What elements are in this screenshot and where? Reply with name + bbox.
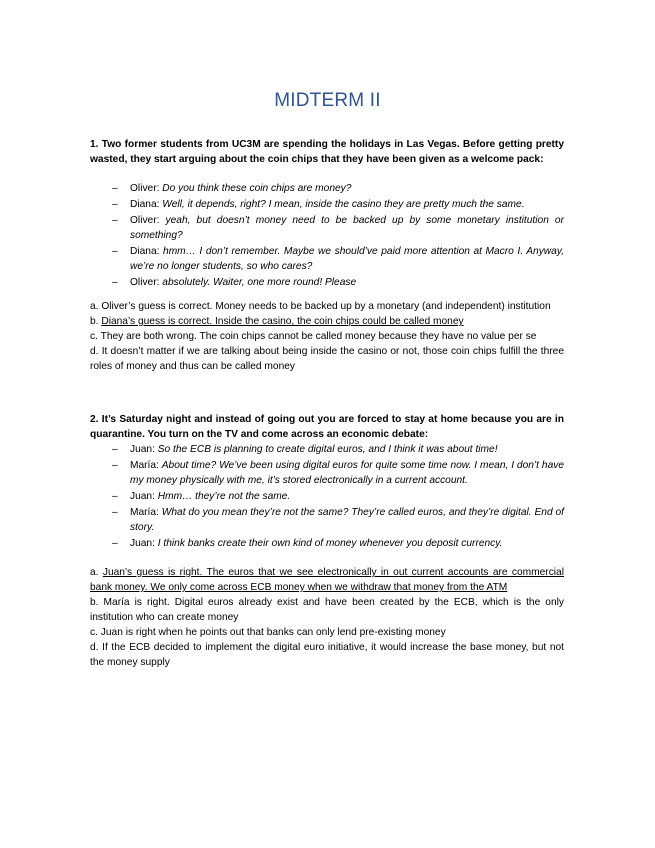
option-prefix: b. [90,597,99,608]
option-prefix: a. [90,301,99,312]
dialogue-line: – Diana: hmm… I don’t remember. Maybe we should’ve paid more attention at Macro I. Anyway, we’re no longer students, so who cares? [112,246,564,272]
speaker: Juan: [130,444,155,455]
answer-options [90,565,564,670]
dialogue-text: So the ECB is planning to create digital euros, and I think it was about time! [157,444,498,455]
option-prefix: d. [90,346,99,357]
dialogue-line: – María: What do you mean they’re not the same? They’re called euros, and they’re digital. End of story. [112,507,564,533]
question-number: 1. [90,139,99,150]
question-text: It’s Saturday night and instead of going out you are forced to stay at home because you are in quarantine. You turn on the TV and come across an economic debate: [90,414,564,440]
option-text: Oliver’s guess is correct. Money needs to be backed up by a monetary (and independent) institution [101,301,551,312]
dialogue-line: – Juan: I think banks create their own kind of money whenever you deposit currency. [112,538,503,549]
question-1 [90,137,564,374]
speaker: María: [130,460,159,471]
option-text: Juan is right when he points out that banks can only lend pre-existing money [100,627,446,638]
dialogue-text: Do you think these coin chips are money? [162,183,352,194]
speaker: Oliver: [130,277,160,288]
question-prompt [90,412,564,442]
speaker: Diana: [130,246,160,257]
option-text: It doesn’t matter if we are talking about being inside the casino or not, those coin chips fulfill the three roles of money and thus can be called money [90,346,564,372]
option-text: Diana’s guess is correct. Inside the casino, the coin chips could be called money [101,316,464,327]
speaker: Juan: [130,491,155,502]
option-d [90,344,564,374]
dialogue-line: – Oliver: Do you think these coin chips are money? [112,183,352,194]
question-text: Two former students from UC3M are spending the holidays in Las Vegas. Before getting pretty wasted, they start arguing about the coin chips that they have been given as a welcome pack: [90,139,564,165]
dialogue-text: About time? We’ve been using digital euros for quite some time now. I mean, I don’t have my money physically with me, it’s stored electronically in a current account. [130,460,564,486]
dialogue-list [90,442,564,551]
dialogue-text: I think banks create their own kind of money whenever you deposit currency. [157,538,503,549]
answer-options [90,299,564,374]
page-title: MIDTERM II [274,90,381,111]
dialogue-line: – María: About time? We’ve been using digital euros for quite some time now. I mean, I don’t have my money physically with me, it’s stored electronically in a current account. [112,460,564,486]
option-b [90,314,564,329]
question-number: 2. [90,414,99,425]
option-c [90,329,564,344]
option-a [90,299,564,314]
option-prefix: c. [90,331,98,342]
speaker: María: [130,507,159,518]
question-prompt [90,137,564,167]
option-text: María is right. Digital euros already exist and have been created by the ECB, which is the only institution who can create money [90,597,564,623]
dialogue-line: – Juan: So the ECB is planning to create digital euros, and I think it was about time! [112,444,498,455]
dialogue-text: hmm… I don’t remember. Maybe we should’ve paid more attention at Macro I. Anyway, we’re no longer students, so who cares? [130,246,564,272]
dialogue-text: Well, it depends, right? I mean, inside the casino they are pretty much the same. [162,199,525,210]
speaker: Diana: [130,199,160,210]
speaker: Oliver: [130,215,160,226]
option-c [90,625,564,640]
option-prefix: a. [90,567,99,578]
dialogue-line: – Oliver: absolutely. Waiter, one more round! Please [112,277,357,288]
dialogue-text: What do you mean they’re not the same? They’re called euros, and they’re digital. End of story. [130,507,564,533]
dialogue-text: Hmm… they’re not the same. [157,491,291,502]
option-d [90,640,564,670]
option-text: Juan’s guess is right. The euros that we see electronically in out current accounts are commercial bank money. We only come across ECB money when we withdraw that money from the ATM [90,567,564,593]
dialogue-line: – Juan: Hmm… they’re not the same. [112,491,291,502]
option-prefix: c. [90,627,98,638]
option-text: If the ECB decided to implement the digital euro initiative, it would increase the base money, but not the money supply [90,642,564,668]
option-prefix: b. [90,316,99,327]
dialogue-line: – Oliver: yeah, but doesn’t money need to be backed up by some monetary institution or something? [112,215,564,241]
option-a [90,565,564,595]
dialogue-line: – Diana: Well, it depends, right? I mean, inside the casino they are pretty much the same. [112,199,525,210]
option-b [90,595,564,625]
question-2 [90,412,564,670]
speaker: Juan: [130,538,155,549]
dialogue-text: yeah, but doesn’t money need to be backed up by some monetary institution or something? [130,215,564,241]
dialogue-list [90,181,564,290]
speaker: Oliver: [130,183,160,194]
dialogue-text: absolutely. Waiter, one more round! Please [162,277,357,288]
option-prefix: d. [90,642,99,653]
option-text: They are both wrong. The coin chips cannot be called money because they have no value per se [100,331,537,342]
